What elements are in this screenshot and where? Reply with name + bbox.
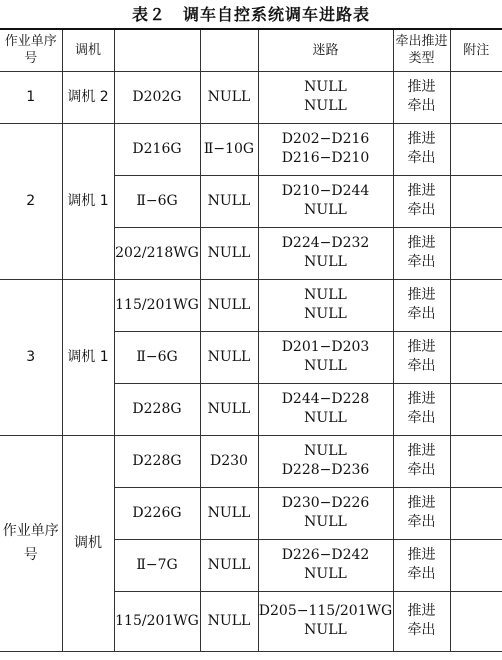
type-line: 推进 — [407, 603, 436, 619]
cell-type — [393, 279, 450, 331]
seq-label: 作业单序号 — [2, 523, 59, 563]
route-line: NULL — [304, 443, 347, 459]
cell-seq — [0, 435, 62, 651]
header-row — [0, 29, 502, 71]
cell-end-track: NULL — [200, 227, 258, 279]
cell-note — [450, 487, 502, 539]
cell-note — [450, 227, 502, 279]
type-line: 推进 — [407, 235, 436, 251]
type-line: 牵出 — [407, 462, 436, 478]
header-type: 牵出推进类型 — [393, 29, 450, 71]
cell-start-track: Ⅱ−6G — [114, 175, 200, 227]
header-shunter: 调机 — [62, 29, 114, 71]
route-line: D201−D203 — [281, 339, 370, 355]
header-col-a — [114, 29, 200, 71]
cell-end-track: NULL — [200, 331, 258, 383]
cell-route — [258, 175, 393, 227]
cell-end-track: NULL — [200, 71, 258, 123]
cell-type — [393, 539, 450, 591]
cell-note — [450, 175, 502, 227]
header-col-b — [200, 29, 258, 71]
cell-route — [258, 331, 393, 383]
route-line: D244−D228 — [281, 391, 370, 407]
route-line: NULL — [304, 566, 347, 582]
cell-start-track: 115/201WG — [114, 279, 200, 331]
type-line: 牵出 — [407, 566, 436, 582]
cell-shunter: 调机 — [62, 435, 114, 651]
cell-end-track: NULL — [200, 279, 258, 331]
type-line: 牵出 — [407, 358, 436, 374]
seq-label: 3 — [26, 349, 36, 365]
cell-type — [393, 175, 450, 227]
cell-type — [393, 383, 450, 435]
type-line: 推进 — [407, 79, 436, 95]
type-line: 牵出 — [407, 622, 436, 638]
type-line: 推进 — [407, 391, 436, 407]
cell-route — [258, 71, 393, 123]
route-line: D216−D210 — [281, 150, 370, 166]
type-line: 推进 — [407, 495, 436, 511]
route-line: D228−D236 — [281, 462, 370, 478]
cell-end-track: Ⅱ−10G — [200, 123, 258, 175]
cell-end-track: NULL — [200, 591, 258, 651]
cell-note — [450, 591, 502, 651]
cell-route — [258, 539, 393, 591]
cell-route — [258, 227, 393, 279]
cell-note — [450, 123, 502, 175]
cell-route — [258, 279, 393, 331]
cell-end-track: NULL — [200, 175, 258, 227]
cell-start-track: Ⅱ−7G — [114, 539, 200, 591]
cell-note — [450, 71, 502, 123]
route-line: NULL — [304, 254, 347, 270]
type-line: 推进 — [407, 339, 436, 355]
route-line: NULL — [304, 358, 347, 374]
cell-shunter: 调机 1 — [62, 123, 114, 279]
cell-shunter: 调机 1 — [62, 279, 114, 435]
route-line: D224−D232 — [281, 235, 370, 251]
route-line: D226−D242 — [281, 547, 370, 563]
route-line: NULL — [304, 410, 347, 426]
cell-route — [258, 435, 393, 487]
cell-start-track: Ⅱ−6G — [114, 331, 200, 383]
cell-end-track: NULL — [200, 487, 258, 539]
route-line: D230−D226 — [281, 495, 370, 511]
cell-note — [450, 279, 502, 331]
cell-type — [393, 331, 450, 383]
route-line: NULL — [304, 622, 347, 638]
cell-note — [450, 383, 502, 435]
cell-route — [258, 591, 393, 651]
cell-route — [258, 487, 393, 539]
type-line: 牵出 — [407, 254, 436, 270]
route-table-body — [0, 71, 502, 651]
cell-start-track: D202G — [114, 71, 200, 123]
route-line: D205−115/201WG — [258, 603, 393, 619]
cell-seq — [0, 123, 62, 279]
cell-type — [393, 71, 450, 123]
cell-type — [393, 227, 450, 279]
route-line: NULL — [304, 202, 347, 218]
table-row — [0, 123, 502, 175]
cell-route — [258, 383, 393, 435]
route-line: D210−D244 — [281, 183, 370, 199]
cell-seq — [0, 71, 62, 123]
header-seq: 作业单序号 — [0, 29, 62, 71]
cell-type — [393, 591, 450, 651]
type-line: 牵出 — [407, 202, 436, 218]
table-row — [0, 435, 502, 487]
cell-shunter: 调机 2 — [62, 71, 114, 123]
cell-start-track: 202/218WG — [114, 227, 200, 279]
type-line: 推进 — [407, 287, 436, 303]
route-line: NULL — [304, 287, 347, 303]
cell-start-track: D228G — [114, 383, 200, 435]
type-line: 推进 — [407, 131, 436, 147]
cell-seq — [0, 279, 62, 435]
route-line: NULL — [304, 514, 347, 530]
table-row — [0, 279, 502, 331]
seq-label: 2 — [26, 193, 36, 209]
cell-type — [393, 123, 450, 175]
table-title: 表２ 调车自控系统调车进路表 — [131, 5, 370, 24]
route-line: NULL — [304, 79, 347, 95]
header-note: 附注 — [450, 29, 502, 71]
cell-start-track: D226G — [114, 487, 200, 539]
cell-end-track: NULL — [200, 539, 258, 591]
cell-start-track: 115/201WG — [114, 591, 200, 651]
type-line: 推进 — [407, 443, 436, 459]
type-line: 牵出 — [407, 150, 436, 166]
type-line: 牵出 — [407, 98, 436, 114]
route-line: NULL — [304, 306, 347, 322]
cell-type — [393, 487, 450, 539]
cell-end-track: D230 — [200, 435, 258, 487]
type-line: 牵出 — [407, 514, 436, 530]
cell-start-track: D228G — [114, 435, 200, 487]
seq-label: 1 — [26, 89, 36, 105]
route-line: NULL — [304, 98, 347, 114]
route-table — [0, 28, 502, 652]
type-line: 牵出 — [407, 306, 436, 322]
header-route: 迷路 — [258, 29, 393, 71]
cell-end-track: NULL — [200, 383, 258, 435]
type-line: 推进 — [407, 547, 436, 563]
cell-start-track: D216G — [114, 123, 200, 175]
cell-note — [450, 331, 502, 383]
cell-note — [450, 435, 502, 487]
type-line: 牵出 — [407, 410, 436, 426]
cell-type — [393, 435, 450, 487]
route-line: D202−D216 — [281, 131, 370, 147]
cell-note — [450, 539, 502, 591]
type-line: 推进 — [407, 183, 436, 199]
cell-route — [258, 123, 393, 175]
table-row — [0, 71, 502, 123]
